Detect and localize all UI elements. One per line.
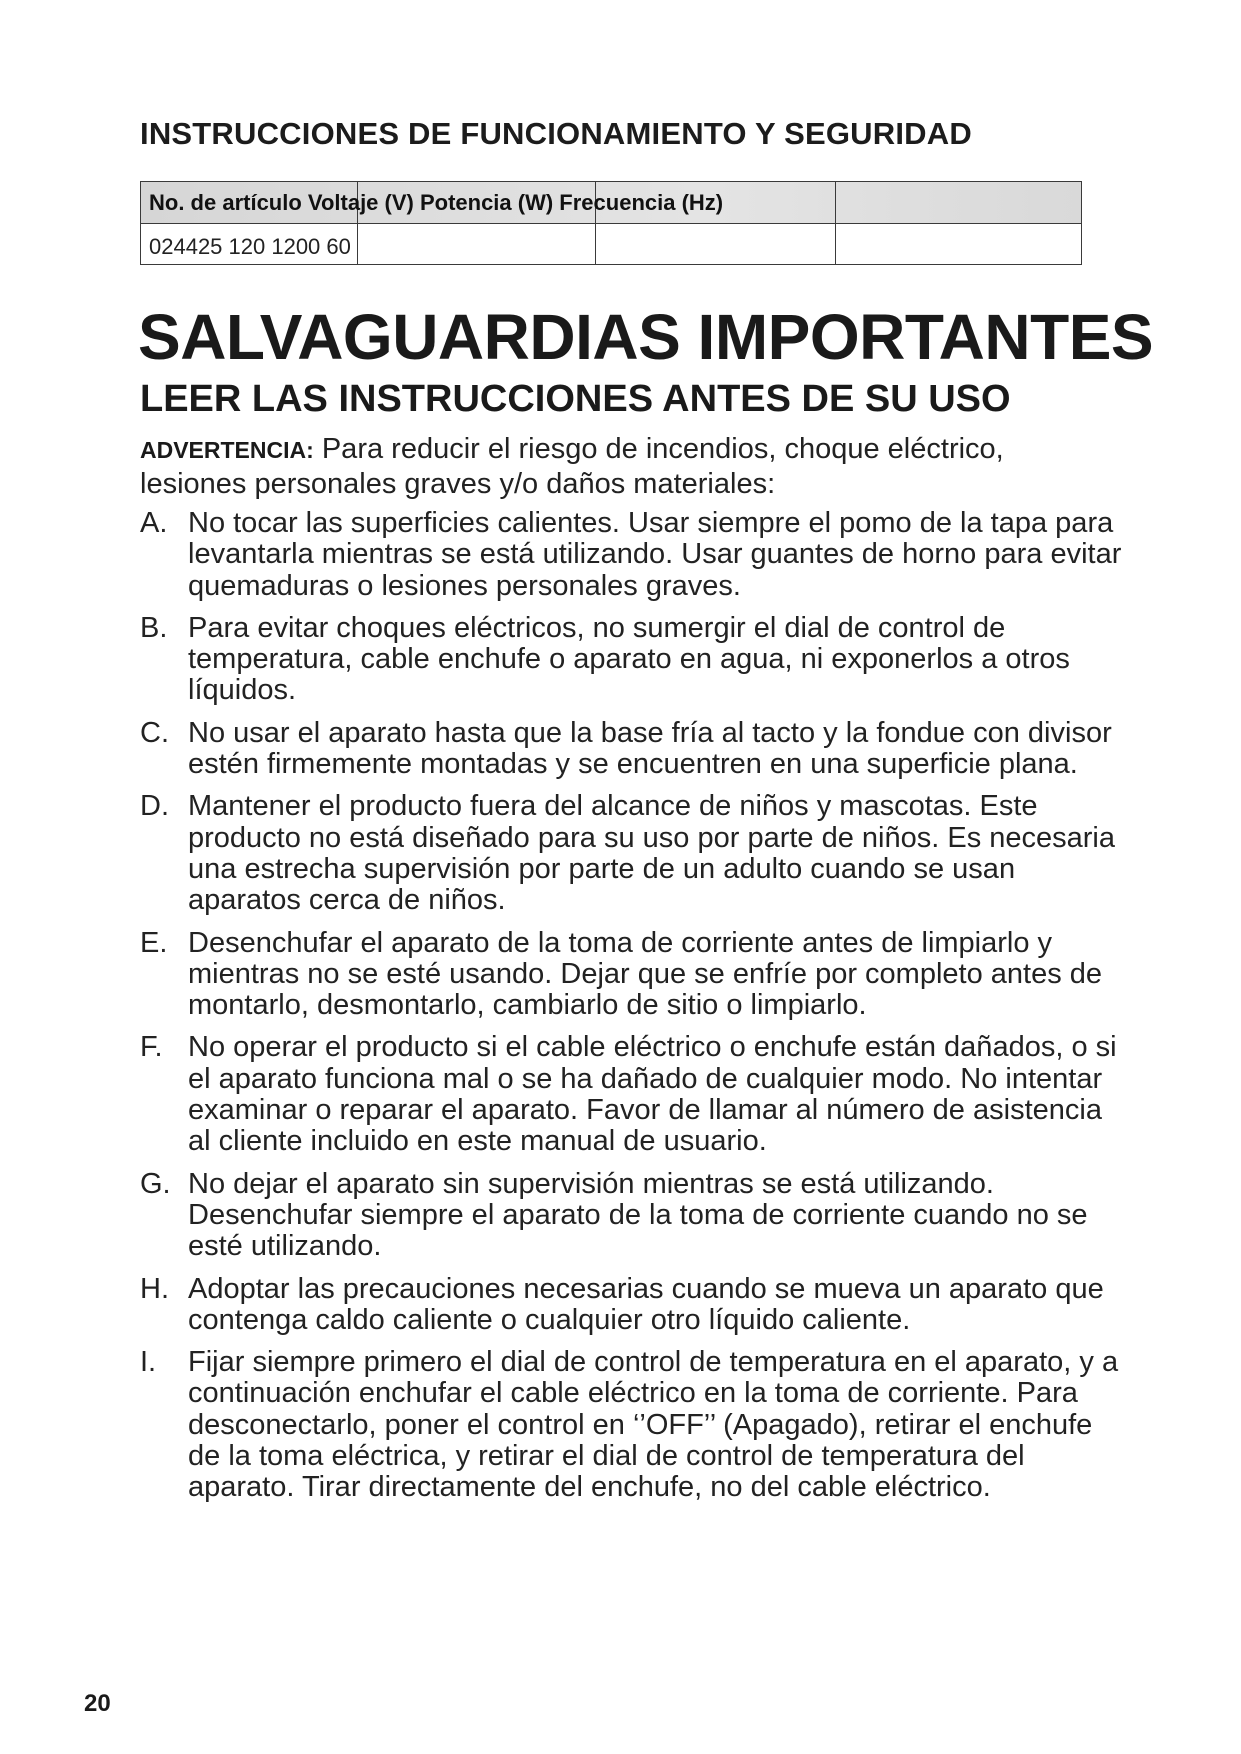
list-item bbox=[140, 928, 1125, 1022]
page-number: 20 bbox=[84, 1690, 111, 1717]
item-letter: F. bbox=[140, 1031, 163, 1064]
list-item bbox=[140, 1169, 1125, 1263]
item-letter: B. bbox=[140, 611, 168, 644]
spec-table-data-text: 024425 120 1200 60 bbox=[149, 234, 351, 259]
list-item bbox=[140, 718, 1125, 781]
item-letter: G. bbox=[140, 1167, 171, 1200]
item-text: Para evitar choques eléctricos, no sumergir el dial de control de temperatura, cable enchufe o aparato en agua, ni exponerlos a otros líquidos. bbox=[188, 611, 1070, 707]
item-text: No operar el producto si el cable eléctrico o enchufe están dañados, o si el aparato funciona mal o se ha dañado de cualquier modo. No intentar examinar o reparar el aparato. Favor de llamar al número de asistencia al cliente incluido en este manual de usuario. bbox=[188, 1031, 1117, 1158]
item-letter: I. bbox=[140, 1346, 157, 1379]
item-text: Mantener el producto fuera del alcance de niños y mascotas. Este producto no está diseñado para su uso por parte de niños. Es necesaria una estrecha supervisión por parte de un adulto cuando se usan aparatos cerca de niños. bbox=[188, 790, 1115, 917]
item-text: No dejar el aparato sin supervisión mientras se está utilizando. Desenchufar siempre el aparato de la toma de corriente cuando no se esté utilizando. bbox=[188, 1167, 1088, 1263]
list-item bbox=[140, 613, 1125, 707]
warning-text: Para reducir el riesgo de incendios, choque eléctrico, lesiones personales graves y/o daños materiales: bbox=[140, 433, 1004, 500]
item-text: Desenchufar el aparato de la toma de corriente antes de limpiarlo y mientras no se esté usando. Dejar que se enfríe por completo antes de montarlo, desmontarlo, cambiarlo de sitio o limpiarlo. bbox=[188, 926, 1103, 1022]
item-letter: D. bbox=[140, 790, 169, 823]
item-text: No tocar las superficies calientes. Usar siempre el pomo de la tapa para levantarla mientras se está utilizando. Usar guantes de horno para evitar quemaduras o lesiones personales graves. bbox=[188, 507, 1122, 602]
warning-label: ADVERTENCIA: bbox=[140, 437, 314, 463]
item-text: No usar el aparato hasta que la base fría al tacto y la fondue con divisor estén firmemente montadas y se encuentren en una superficie plana. bbox=[188, 716, 1112, 781]
item-letter: E. bbox=[140, 926, 168, 959]
list-item bbox=[140, 1274, 1125, 1337]
list-item bbox=[140, 791, 1125, 916]
list-item bbox=[140, 1347, 1125, 1503]
table-divider bbox=[835, 182, 836, 264]
item-letter: C. bbox=[140, 716, 169, 749]
spec-table bbox=[140, 181, 1082, 265]
list-item bbox=[140, 508, 1125, 602]
list-item bbox=[140, 1032, 1125, 1157]
section-header: INSTRUCCIONES DE FUNCIONAMIENTO Y SEGURIDAD bbox=[140, 116, 972, 151]
item-text: Adoptar las precauciones necesarias cuando se mueva un aparato que contenga caldo caliente o cualquier otro líquido caliente. bbox=[188, 1272, 1104, 1336]
item-letter: H. bbox=[140, 1272, 169, 1305]
sub-title: LEER LAS INSTRUCCIONES ANTES DE SU USO bbox=[140, 378, 1011, 420]
item-text: Fijar siempre primero el dial de control de temperatura en el aparato, y a continuación enchufar el cable eléctrico en la toma de corriente. Para desconectarlo, poner el control en ‘’OFF’’ (Apagado), retirar el enchufe de la toma eléctrica, y retirar el dial de control de temperatura del aparato. Tirar directamente del enchufe, no del cable eléctrico. bbox=[188, 1346, 1119, 1504]
safety-list bbox=[140, 508, 1125, 1515]
spec-table-header-text: No. de artículo Voltaje (V) Potencia (W) Frecuencia (Hz) bbox=[149, 190, 724, 215]
item-letter: A. bbox=[140, 507, 168, 539]
main-title: SALVAGUARDIAS IMPORTANTES bbox=[138, 301, 1154, 373]
warning-paragraph bbox=[140, 432, 1100, 501]
